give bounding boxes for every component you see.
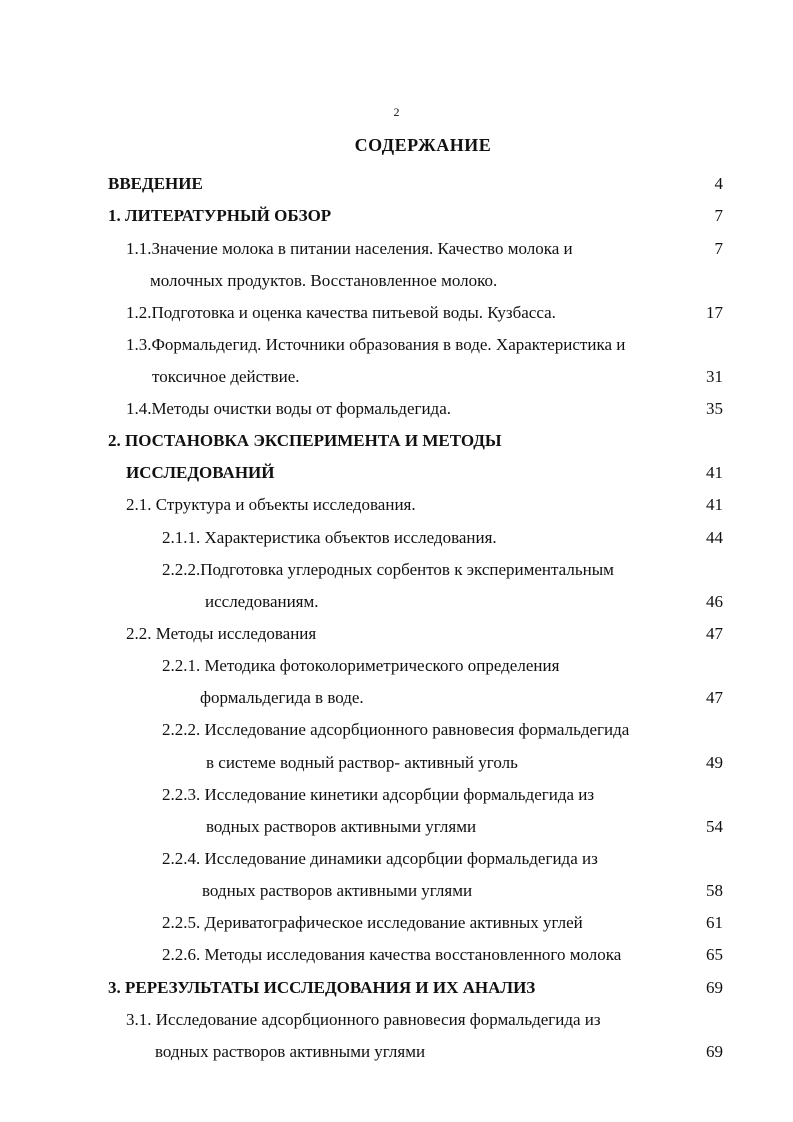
toc-entry: 2.2.4. Исследование динамики адсорбции формальдегида из (162, 849, 598, 868)
toc-entry: ИССЛЕДОВАНИЙ (126, 463, 275, 482)
toc-page: 41 (706, 463, 723, 482)
toc-page: 41 (706, 495, 723, 514)
toc-page: 7 (714, 206, 723, 225)
toc-page: 46 (706, 592, 723, 611)
toc-page: 17 (706, 303, 723, 322)
toc-entry: 1.1.Значение молока в питании населения. Качество молока и (126, 239, 573, 258)
toc-page: 54 (706, 817, 723, 836)
toc-page: 49 (706, 753, 723, 772)
toc-page: 47 (706, 624, 723, 643)
toc-entry: водных растворов активными углями (202, 881, 473, 900)
toc-entry: 1.4.Методы очистки воды от формальдегида. (126, 399, 452, 418)
toc-entry: 2.1.1. Характеристика объектов исследования. (162, 528, 497, 547)
toc-entry: 1.3.Формальдегид. Источники образования в воде. Характеристика и (126, 335, 626, 354)
toc-page: 65 (706, 945, 723, 964)
toc-page: 44 (706, 528, 723, 547)
toc-page: 58 (706, 881, 723, 900)
toc-page: 7 (714, 239, 723, 258)
toc-entry: 3.1. Исследование адсорбционного равновесия формальдегида из (126, 1010, 601, 1029)
toc-entry: исследованиям. (205, 592, 319, 611)
toc-entry: 2. ПОСТАНОВКА ЭКСПЕРИМЕНТА И МЕТОДЫ (108, 431, 502, 450)
toc-page: 69 (706, 978, 723, 997)
toc-entry: водных растворов активными углями (206, 817, 477, 836)
toc-entry: в системе водный раствор- активный уголь (206, 753, 518, 772)
toc-entry: 1.2.Подготовка и оценка качества питьевой воды. Кузбасса. (126, 303, 556, 322)
toc-page: 61 (706, 913, 723, 932)
toc-page: 4 (714, 174, 723, 193)
toc-entry: 1. ЛИТЕРАТУРНЫЙ ОБЗОР (108, 206, 332, 225)
toc-entry: 2.1. Структура и объекты исследования. (126, 495, 416, 514)
toc-entry: формальдегида в воде. (200, 688, 364, 707)
toc-entry: 2.2.2.Подготовка углеродных сорбентов к экспериментальным (162, 560, 614, 579)
toc-page: 47 (706, 688, 723, 707)
toc-page: 35 (706, 399, 723, 418)
toc-entry: 2.2.6. Методы исследования качества восстановленного молока (162, 945, 622, 964)
toc-entry: водных растворов активными углями (155, 1042, 426, 1061)
toc-entry: молочных продуктов. Восстановленное молоко. (150, 271, 498, 290)
toc-entry: 3. РЕРЕЗУЛЬТАТЫ ИССЛЕДОВАНИЯ И ИХ АНАЛИЗ (108, 978, 536, 997)
toc-page: 69 (706, 1042, 723, 1061)
page-number: 2 (393, 105, 400, 119)
page-title: СОДЕРЖАНИЕ (354, 135, 492, 155)
toc-entry: 2.2.1. Методика фотоколориметрического определения (162, 656, 560, 675)
toc-entry: 2.2.2. Исследование адсорбционного равновесия формальдегида (162, 720, 630, 739)
toc-page: 31 (706, 367, 723, 386)
toc-entry: ВВЕДЕНИЕ (108, 174, 203, 193)
toc-entry: 2.2.3. Исследование кинетики адсорбции формальдегида из (162, 785, 595, 804)
toc-entry: 2.2.5. Дериватографическое исследование активных углей (162, 913, 583, 932)
toc-entry: 2.2. Методы исследования (126, 624, 317, 643)
toc-entry: токсичное действие. (152, 367, 300, 386)
